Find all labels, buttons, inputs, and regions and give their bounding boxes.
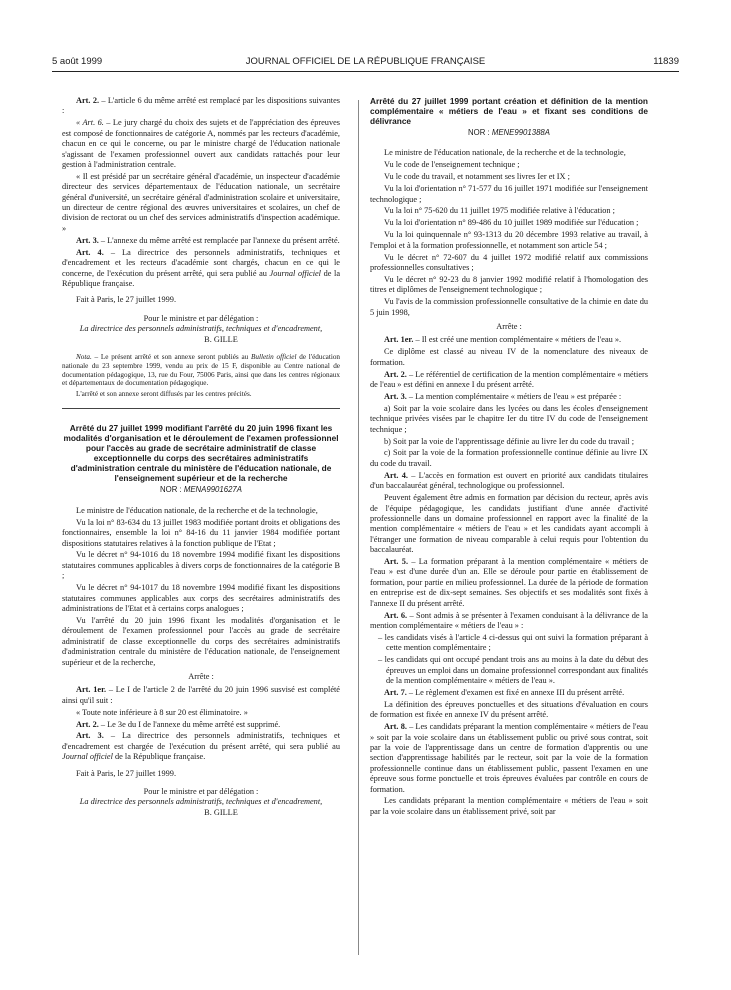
article-7-continuation: La définition des épreuves ponctuelles et des situations d'évaluation en cours de formation est fixée en annexe IV du présent arrêté. [370,699,648,720]
signature-intro: Pour le ministre et par délégation : [143,787,259,797]
article-label: Art. 7. [384,687,407,697]
article-text: – La directrice des personnels administratifs, techniques et d'encadrement et les recteurs d'académie sont chargés, chacun en ce qui le concerne, de l'exécution du présent arrêté, qui sera publié au [62,247,340,278]
visa-paragraph: Vu la loi d'orientation n° 71-577 du 16 juillet 1971 modifiée sur l'enseignement technologique ; [370,184,648,204]
journal-name: Journal officiel [269,268,321,278]
signature-name: B. GILLE [204,807,238,817]
arrete-heading: Arrête : [188,671,214,681]
nota-text: – Le présent arrêté et son annexe seront publiés au [91,352,251,361]
article-6-paragraph [370,611,648,632]
article-3-paragraph [370,392,648,402]
article-1-paragraph [370,335,648,345]
nor-reference [370,128,648,138]
page-header [52,56,679,70]
article-6-item: – les candidats visés à l'article 4 ci-dessus qui ont suivi la formation préparant à cette mention complémentaire ; [378,632,648,653]
article-label: Art. 5. [384,557,409,567]
header-journal-title: JOURNAL OFFICIEL DE LA RÉPUBLIQUE FRANÇAISE [245,56,486,67]
visa-paragraph: Vu le décret n° 72-607 du 4 juillet 1972 modifié relatif aux commissions professionnelles consultatives ; [370,252,648,272]
signature-date: Fait à Paris, le 27 juillet 1999. [76,768,177,778]
journal-name: Journal officiel [62,752,113,762]
article-text: – Le jury chargé du choix des sujets et de l'appréciation des épreuves est composé de fonctionnaires de catégorie A, nommés par les recteurs d'académie, chacun en ce qui le concerne, ou par le ministre chargé de l'éducation nationale s'agissant de l'examen professionnel ouvert aux candidats rattachés pour leur gestion à l'administration centrale. [62,118,340,169]
jury-president-paragraph: « Il est présidé par un secrétaire général d'académie, un inspecteur d'académie directeur des services départementaux de l'éducation nationale, un secrétaire général d'université, un secrétaire général d'administration scolaire et universitaire, un directeur de centre régional des œuvres universitaires et scolaires, un chef de division de rectorat ou un chef des services administratifs d'inspection académique. » [62,171,340,233]
article-text: – L'annexe du même arrêté est remplacée par l'annexe du présent arrêté. [98,235,340,245]
article-text: – Il est créé une mention complémentaire « métiers de l'eau ». [413,335,622,345]
article-8-paragraph [370,722,648,795]
article-3-item-b: b) Soit par la voie de l'apprentissage définie au livre Ier du code du travail ; [384,436,635,446]
article-label: Art. 6. [384,610,408,620]
visa-paragraph: Vu le décret n° 94-1016 du 18 novembre 1994 modifié fixant les dispositions statutaires communes applicables à divers corps de fonctionnaires de la catégorie B ; [62,550,340,581]
nor-code: MENE9901388A [491,128,550,137]
article-label: Art. 3. [76,731,104,741]
visa-paragraph: Vu la loi n° 75-620 du 11 juillet 1975 modifiée relative à l'éducation ; [384,206,615,216]
article-label: Art. 2. [384,369,407,379]
article-3-item-c: c) Soit par la voie de la formation professionnelle continue définie au livre IX du code du travail. [370,448,648,468]
article-text: – La directrice des personnels administratifs, techniques et d'encadrement est chargée de l'exécution du présent arrêté, qui sera publié au [62,731,340,751]
article-2-paragraph [62,96,340,117]
nor-label: NOR : [160,485,184,495]
article-label: Art. 8. [384,722,407,732]
signature-name: B. GILLE [204,334,238,344]
article-label: Art. 3. [384,391,407,401]
visa-paragraph: Vu le code du travail, et notamment ses livres Ier et IX ; [384,172,570,182]
nota-note [62,353,340,388]
article-text: – Le I de l'article 2 de l'arrêté du 20 juin 1996 susvisé est complété ainsi qu'il suit : [62,685,340,705]
article-4-paragraph [370,471,648,492]
article-label: Art. 4. [384,470,408,480]
article-text: – Le règlement d'examen est fixé en annexe III du présent arrêté. [406,687,625,697]
header-page-number: 11839 [653,56,679,67]
article-4-continuation: Peuvent également être admis en formation par décision du recteur, après avis de l'équipe pédagogique, les candidats justifiant d'une année d'activité professionnelle dans un domaine professionnel en rapport avec la finalité de la mention complémentaire « métiers de l'eau » et les candidats ayant accompli à l'étranger une formation de niveau comparable à celui requis pour l'obtention du baccalauréat. [370,493,648,555]
visa-paragraph: Vu le décret n° 92-23 du 8 janvier 1992 modifié relatif à l'homologation des titres et diplômes de l'enseignement technologique ; [370,274,648,295]
decree-intro: Le ministre de l'éducation nationale, de la recherche et de la technologie, [384,148,626,158]
article-3-item-a: a) Soit par la voie scolaire dans les lycées ou dans les écoles d'enseignement technique privées visées par le chapitre Ier du titre IV du code de l'enseignement technique ; [370,403,648,434]
article-text: – Les candidats préparant la mention complémentaire « métiers de l'eau » soit par la voie scolaire dans un établissement public ou privé sous contrat, soit par la voie de l'apprentissage dans un centre de formation d'apprentis ou une section d'apprentissage habilités par le recteur, soit par la voie de la formation professionnelle continue dans un établissement public, passent l'examen en une épreuve sous forme ponctuelle et trois épreuves évaluées par contrôle en cours de formation. [370,722,648,794]
visa-paragraph: Vu le code de l'enseignement technique ; [384,160,520,170]
article-text: – Le référentiel de certification de la mention complémentaire « métiers de l'eau » est défini en annexe I du présent arrêté. [370,369,648,390]
nor-label: NOR : [468,128,492,137]
signature-title: La directrice des personnels administratifs, techniques et d'encadrement, [79,797,323,807]
visa-paragraph: Vu la loi n° 83-634 du 13 juillet 1983 modifiée portant droits et obligations des fonctionnaires, ensemble la loi n° 84-16 du 11 janvier 1984 modifiée portant dispositions statutaires relatives à la fonction publique de l'Etat ; [62,517,340,548]
article-text: – L'accès en formation est ouvert en priorité aux candidats titulaires d'un baccalauréat général, technologique ou professionnel. [370,470,648,491]
signature-intro: Pour le ministre et par délégation : [143,313,259,323]
nota-note-2: L'arrêté et son annexe seront diffusés par les centres précités. [76,389,252,398]
article-text: – L'article 6 du même arrêté est remplacé par les dispositions suivantes : [62,96,340,116]
article-label: Art. 3. [76,235,99,245]
article-label: « Art. 6. [76,118,104,128]
article-2-paragraph [370,370,648,391]
decree-intro: Le ministre de l'éducation nationale, de la recherche et de la technologie, [76,505,318,515]
nor-reference [62,485,340,495]
article-text: – Sont admis à se présenter à l'examen conduisant à la délivrance de la mention complémentaire « métiers de l'eau » : [370,610,648,630]
article-1-paragraph [62,685,340,706]
visa-paragraph: Vu le décret n° 94-1017 du 18 novembre 1994 modifié fixant les dispositions statutaires communes applicables aux corps des secrétaires administratifs des administrations de l'Etat et à certains corps analogues ; [62,583,340,613]
signature-block [62,787,340,818]
article-6-item: – les candidats qui ont occupé pendant trois ans au moins à la date du début des épreuves un emploi dans un domaine professionnel correspondant aux finalités de la mention complémentaire « métiers de l'eau ». [378,655,648,685]
visa-paragraph: Vu l'avis de la commission professionnelle consultative de la chimie en date du 5 juin 1998, [370,297,648,317]
nor-code: MENA9901627A [183,485,242,495]
article-label: Art. 1er. [384,335,414,345]
article-3-paragraph [62,236,340,246]
decree-title: Arrêté du 27 juillet 1999 portant création et définition de la mention complémentaire « métiers de l'eau » et fixant ses conditions de délivrance [370,96,648,126]
nota-text-end: de l'éducation nationale du 23 septembre 1999, vendu au prix de 15 F, disponible au Centre national de documentation pédagogique, 13, rue du Four, 75006 Paris, ainsi que dans les centres régionaux et départementaux de documentation pédagogique. [62,352,340,388]
article-text-end: de la République française. [112,752,206,762]
decree-title: Arrêté du 27 juillet 1999 modifiant l'arrêté du 20 juin 1996 fixant les modalités d'organisation et le déroulement de l'examen professionnel pour l'accès au grade de secrétaire administratif de classe exceptionnelle du corps des secrétaires administratifs d'administration centrale du ministère de l'éducation nationale, de l'enseignement supérieur et de la recherche [63,423,339,484]
article-5-paragraph [370,557,648,609]
article-text: – Le 3e du I de l'annexe du même arrêté est supprimé. [98,719,281,729]
header-rule [52,71,679,72]
article-8-continuation: Les candidats préparant la mention complémentaire « métiers de l'eau » soit par la voie scolaire dans un établissement privé, soit par [370,796,648,816]
visa-paragraph: Vu l'arrêté du 20 juin 1996 fixant les modalités d'organisation et le déroulement de l'examen professionnel pour l'accès au grade de secrétaire administratif de classe exceptionnelle du corps des secrétaires administratifs d'administration centrale du ministère de l'éducation nationale, de l'enseignement supérieur et de la recherche, [62,615,340,667]
section-separator [62,408,340,409]
article-2-paragraph [62,720,340,730]
signature-title: La directrice des personnels administratifs, techniques et d'encadrement, [79,324,323,334]
article-label: Art. 1er. [76,685,107,695]
arrete-heading: Arrête : [496,322,522,331]
signature-date: Fait à Paris, le 27 juillet 1999. [76,295,177,305]
column-divider [358,100,359,955]
article-text-end: de la République française. [62,268,340,288]
bulletin-name: Bulletin officiel [251,352,297,361]
left-column [62,96,340,970]
nota-label: Nota. [76,352,92,361]
article-4-paragraph [62,248,340,290]
article-text: – La formation préparant à la mention complémentaire « métiers de l'eau » est d'une durée d'un an. Elle se déroule pour partie en établissement de formation, pour partie en milieu professionnel. La durée de la période de formation en entreprise est de dix-sept semaines. Ses objectifs et ses modalités sont fixés à l'annexe II du présent arrêté. [370,557,648,608]
right-column [370,96,648,970]
article-label: Art. 2. [76,96,100,105]
article-1-continuation: Ce diplôme est classé au niveau IV de la nomenclature des niveaux de formation. [370,347,648,367]
signature-block [62,314,340,345]
article-3-paragraph [62,731,340,762]
article-7-paragraph [370,688,648,698]
article-1-quote: « Toute note inférieure à 8 sur 20 est éliminatoire. » [76,707,248,717]
visa-paragraph: Vu la loi d'orientation n° 89-486 du 10 juillet 1989 modifiée sur l'éducation ; [384,218,639,228]
article-text: – La mention complémentaire « métiers de l'eau » est préparée : [406,391,622,401]
article-label: Art. 2. [76,719,99,729]
article-label: Art. 4. [76,247,104,257]
header-date: 5 août 1999 [52,56,103,67]
visa-paragraph: Vu la loi quinquennale n° 93-1313 du 20 décembre 1993 relative au travail, à l'emploi et à la formation professionnelle, et notamment son article 54 ; [370,230,648,250]
article-6-paragraph [62,118,340,170]
